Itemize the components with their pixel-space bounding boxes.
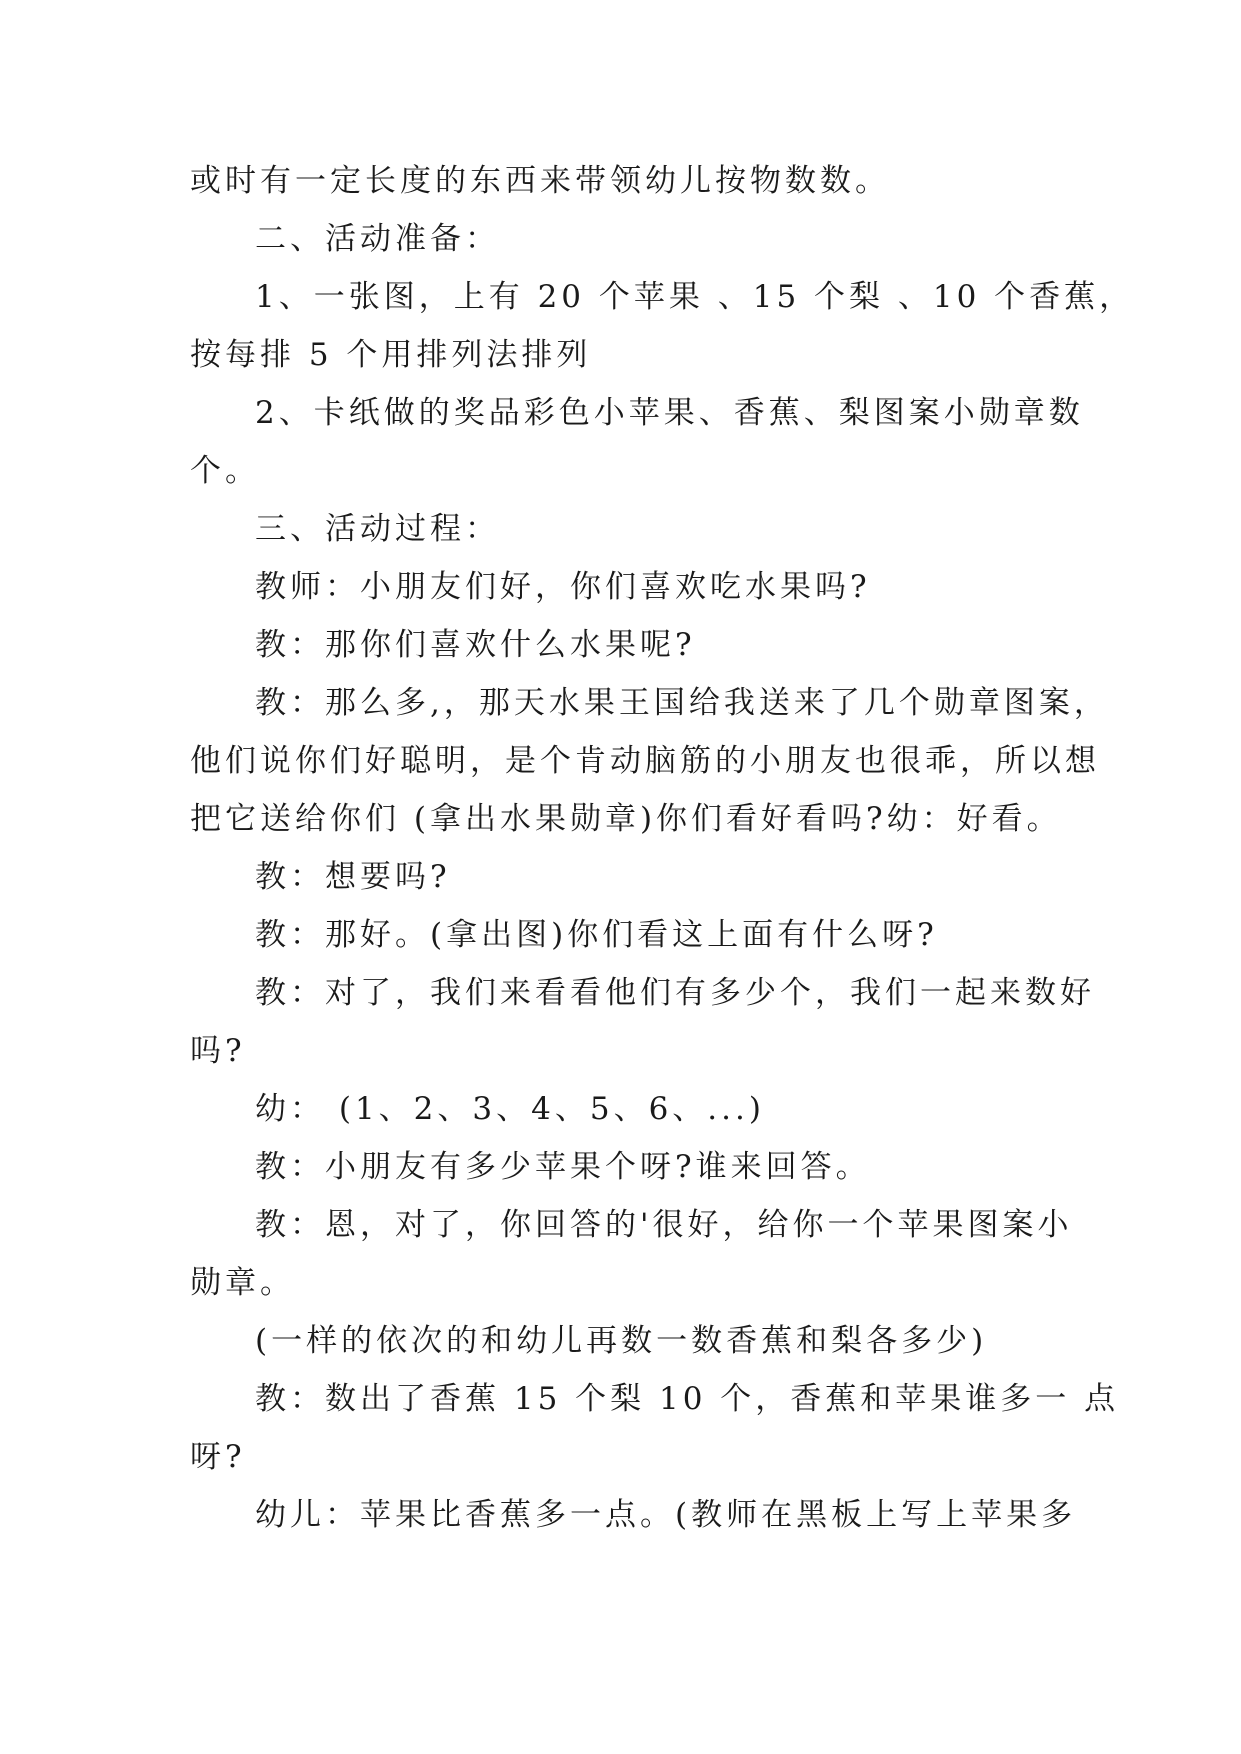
text-line: 教：那么多,，那天水果王国给我送来了几个勋章图案， xyxy=(255,685,1109,721)
text-line: 吗? xyxy=(190,1033,246,1069)
text-line: 教：想要吗? xyxy=(255,859,451,895)
text-line: 教师：小朋友们好，你们喜欢吃水果吗? xyxy=(255,569,871,605)
text-line: 把它送给你们 (拿出水果勋章)你们看好看吗?幼：好看。 xyxy=(190,801,1062,837)
text-line: 教：那好。(拿出图)你们看这上面有什么呀? xyxy=(255,917,938,953)
text-line: 教：对了，我们来看看他们有多少个，我们一起来数好 xyxy=(255,975,1095,1011)
text-line: 或时有一定长度的东西来带领幼儿按物数数。 xyxy=(190,163,890,199)
text-line: (一样的依次的和幼儿再数一数香蕉和梨各多少) xyxy=(255,1323,988,1359)
text-line: 教：那你们喜欢什么水果呢? xyxy=(255,627,696,663)
text-line: 勋章。 xyxy=(190,1265,295,1301)
text-line: 按每排 5 个用排列法排列 xyxy=(190,337,592,373)
text-line: 个。 xyxy=(190,453,260,489)
document-body xyxy=(190,152,1135,1544)
text-line: 教：恩，对了，你回答的'很好，给你一个苹果图案小 xyxy=(255,1207,1073,1243)
text-line: 教：数出了香蕉 15 个梨 10 个，香蕉和苹果谁多一 点 xyxy=(255,1381,1120,1417)
text-line: 2、卡纸做的奖品彩色小苹果、香蕉、梨图案小勋章数 xyxy=(255,395,1084,431)
text-line: 1、一张图，上有 20 个苹果 、15 个梨 、10 个香蕉， xyxy=(255,279,1135,315)
text-line: 幼儿：苹果比香蕉多一点。(教师在黑板上写上苹果多 xyxy=(255,1497,1077,1533)
text-line: 他们说你们好聪明，是个肯动脑筋的小朋友也很乖，所以想 xyxy=(190,743,1100,779)
text-line: 教：小朋友有多少苹果个呀?谁来回答。 xyxy=(255,1149,871,1185)
section-heading-preparation: 二、活动准备： xyxy=(255,221,500,257)
section-heading-process: 三、活动过程： xyxy=(255,511,500,547)
text-line: 呀? xyxy=(190,1439,246,1475)
text-line: 幼： (1、2、3、4、5、6、...) xyxy=(255,1091,765,1127)
